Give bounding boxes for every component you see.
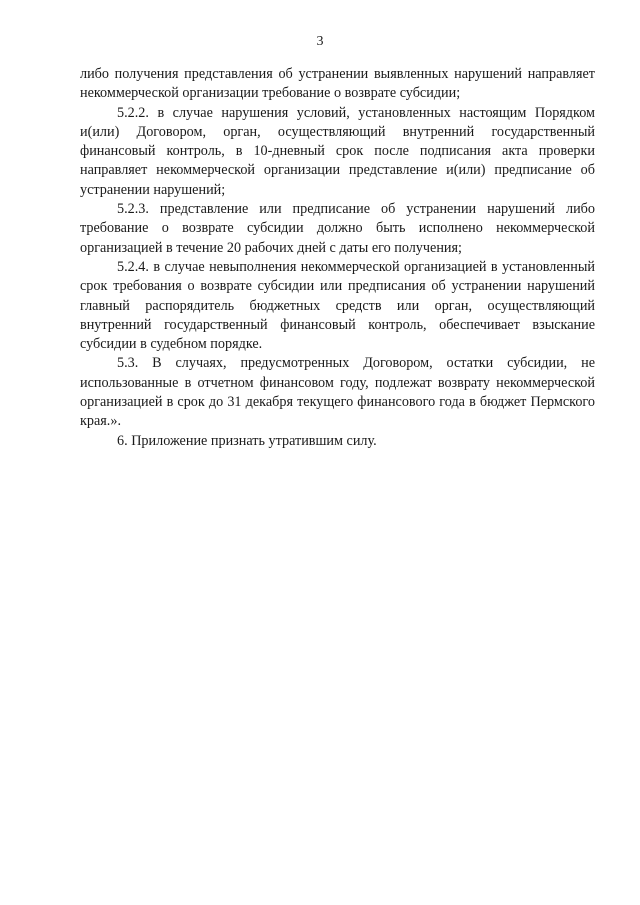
paragraph-6: 6. Приложение признать утратившим силу. <box>117 432 377 449</box>
paragraph-5-2-3: 5.2.3. представление или предписание об устранении нарушений либо требование о возврате субсидии должно быть исполнено некоммерческой организацией в течение 20 рабочих дней с даты его получения; <box>80 201 595 256</box>
document-body <box>80 65 595 451</box>
paragraph-5-2-2: 5.2.2. в случае нарушения условий, установленных настоящим Порядком и(или) Договором, орган, осуществляющий внутренний государственный финансовый контроль, в 10-дневный срок после подписания акта проверки направляет некоммерческой организации представление и(или) предписание об устранении нарушений; <box>80 104 595 198</box>
paragraph-5-3: 5.3. В случаях, предусмотренных Договором, остатки субсидии, не использованные в отчетном финансовом году, подлежат возврату некоммерческой организацией в срок до 31 декабря текущего финансового года в бюджет Пермского края.». <box>80 355 595 430</box>
paragraph-continuation: либо получения представления об устранении выявленных нарушений направляет некоммерческой организации требование о возврате субсидии; <box>80 66 595 102</box>
paragraph-5-2-4: 5.2.4. в случае невыполнения некоммерческой организацией в установленный срок требования о возврате субсидии или предписания об устранении нарушений главный распорядитель бюджетных средств или орган, осуществляющий внутренний государственный финансовый контроль, обеспечивает взыскание субсидии в судебном порядке. <box>80 258 595 353</box>
page-number: 3 <box>316 34 324 49</box>
